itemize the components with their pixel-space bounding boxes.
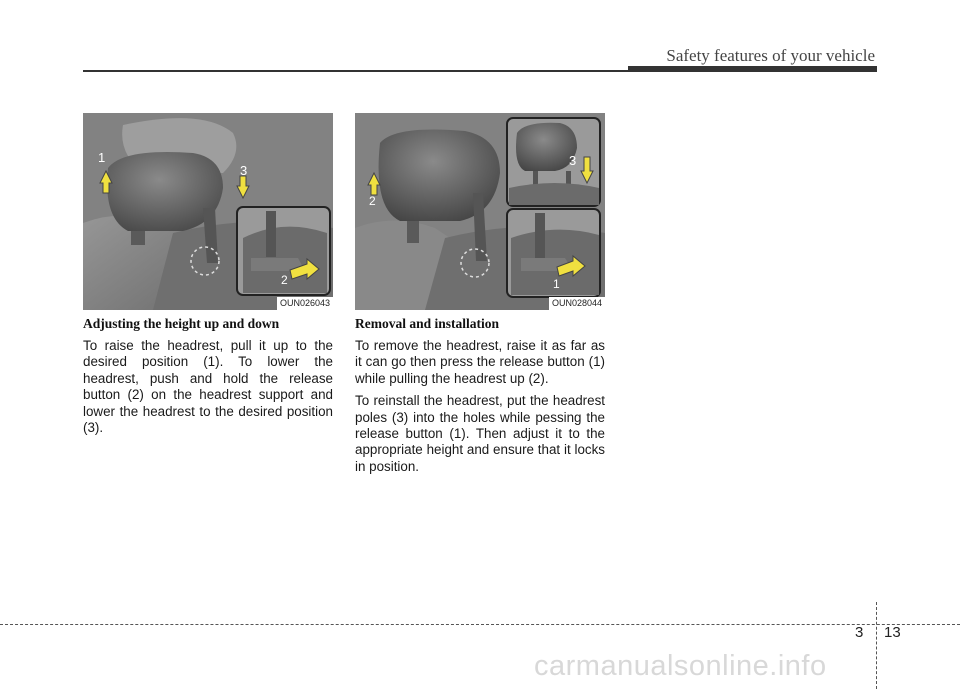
watermark: carmanualsonline.info	[534, 650, 827, 682]
callout-3: 3	[240, 163, 248, 178]
callout-2: 2	[281, 273, 288, 287]
headrest-height-figure	[83, 113, 333, 310]
header-rule-accent	[628, 66, 877, 71]
section-title: Safety features of your vehicle	[666, 46, 875, 65]
adjusting-height-section	[83, 316, 333, 442]
body-paragraph: To reinstall the headrest, put the headrest poles (3) into the holes while pessing the release button (1). Then adjust it to the appropriate height and ensure that it locks in position.	[355, 393, 605, 474]
callout-1: 1	[98, 150, 106, 165]
headrest-removal-figure	[355, 113, 605, 310]
figure-code: OUN026043	[277, 297, 333, 310]
headrest-height-illustration	[83, 113, 333, 310]
body-paragraph: To remove the headrest, raise it as far as it can go then press the release button (1) while pulling the headrest up (2).	[355, 338, 605, 386]
callout-3: 3	[569, 153, 577, 168]
section-heading: Adjusting the height up and down	[83, 316, 280, 331]
body-paragraph: To raise the headrest, pull it up to the desired position (1). To lower the headrest, push and hold the release button (2) on the headrest support and lower the headrest to the desired position (3).	[83, 338, 333, 436]
footer-divider	[876, 602, 877, 689]
headrest-removal-illustration	[355, 113, 605, 310]
callout-2: 2	[369, 194, 376, 208]
page-number: 13	[884, 624, 901, 641]
section-heading: Removal and installation	[355, 316, 500, 331]
figure-code: OUN028044	[549, 297, 605, 310]
removal-installation-section	[355, 316, 605, 481]
callout-1: 1	[553, 277, 560, 291]
footer-rule	[0, 624, 960, 625]
chapter-number: 3	[855, 624, 864, 641]
